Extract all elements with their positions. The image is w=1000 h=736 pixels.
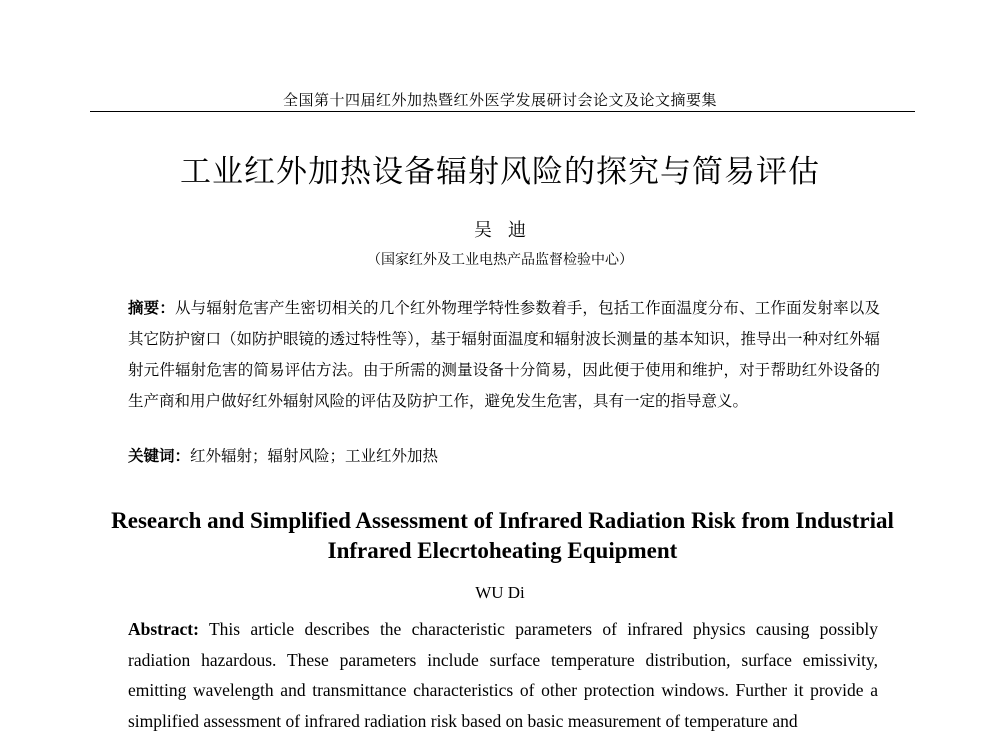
chinese-title: 工业红外加热设备辐射风险的探究与简易评估 [180,154,820,190]
header-rule [90,111,915,112]
chinese-keywords-text: 红外辐射；辐射风险；工业红外加热 [190,447,439,465]
chinese-author: 吴迪 [474,220,542,241]
chinese-abstract-label: 摘要： [128,299,176,317]
chinese-affiliation: （国家红外及工业电热产品监督检验中心） [367,252,633,268]
running-header: 全国第十四届红外加热暨红外医学发展研讨会论文及论文摘要集 [282,91,717,109]
chinese-abstract [128,293,880,417]
chinese-keywords-label: 关键词： [128,447,191,465]
english-title: Research and Simplified Assessment of Infrared Radiation Risk from Industrial Infrared Elecrtoheating Equipment [111,508,894,563]
english-author: WU Di [475,583,525,602]
chinese-keywords [128,444,880,466]
english-abstract [128,614,878,736]
chinese-abstract-text: 从与辐射危害产生密切相关的几个红外物理学特性参数着手，包括工作面温度分布、工作面发射率以及其它防护窗口（如防护眼镜的透过特性等），基于辐射面温度和辐射波长测量的基本知识，推导出一种对红外辐射元件辐射危害的简易评估方法。由于所需的测量设备十分简易，因此便于使用和维护，对于帮助红外设备的生产商和用户做好红外辐射风险的评估及防护工作，避免发生危害，具有一定的指导意义。 [128,299,880,410]
english-abstract-text: This article describes the characteristic parameters of infrared physics causing possibly radiation hazardous. These parameters include surface temperature distribution, surface emissivity, emitting wavelength and transmittance characteristics of other protection windows. Further it provide a simplified assessment of infrared radiation risk based on basic measurement of temperature and [128,619,878,731]
english-abstract-label: Abstract: [128,619,199,639]
